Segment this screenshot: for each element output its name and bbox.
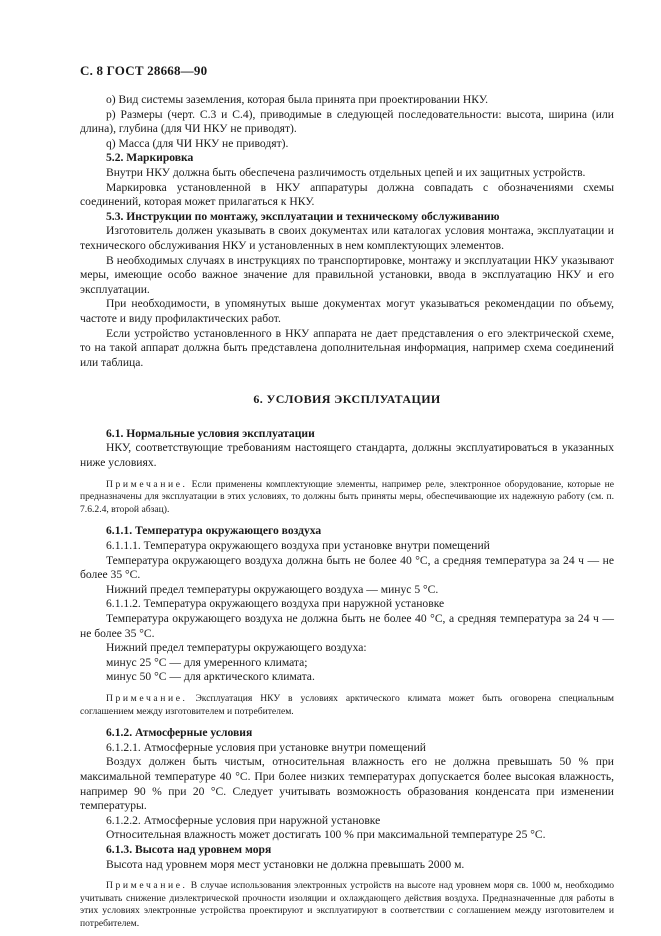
paragraph: Изготовитель должен указывать в своих документах или каталогах условия монтажа, эксплуатации и технического обслуживания НКУ и установленных в нем комплектующих элементов. <box>80 224 614 252</box>
paragraph: Если устройство установленного в НКУ аппарата не дает представления о его электрической схеме, то на такой аппарат должна быть представлена дополнительная информация, например схема соединений или таблица. <box>80 326 614 369</box>
paragraph: 6.1.2.1. Атмосферные условия при установке внутри помещений <box>106 740 426 754</box>
page-header: С. 8 ГОСТ 28668—90 <box>80 63 208 78</box>
item-p: р) Размеры (черт. С.3 и С.4), приводимые в следующей последовательности: высота, ширина (или длина), глубина (для ЧИ НКУ не приводят). <box>80 107 614 136</box>
note <box>80 693 614 718</box>
paragraph: 6.1.1.1. Температура окружающего воздуха при установке внутри помещений <box>106 539 490 553</box>
note-text: Эксплуатация НКУ в условиях арктического климата может быть оговорена специальным соглашением между изготовителем и потребителем. <box>80 692 614 717</box>
paragraph: Нижний предел температуры окружающего воздуха: <box>106 641 367 655</box>
paragraph: Воздух должен быть чистым, относительная влажность его не должна превышать 50 % при максимальной температуре 40 °С. При более низких температурах допускается более высокая влажность, например 90 % при 20 °С. Следует учитывать возможность образования конденсата при изменении температуры. <box>80 755 614 813</box>
paragraph: Маркировка установленной в НКУ аппаратуры должна совпадать с обозначениями схемы соединений, которая может прилагаться к НКУ. <box>80 180 614 209</box>
chapter-title: 6. УСЛОВИЯ ЭКСПЛУАТАЦИИ <box>253 392 441 407</box>
heading-6-1-2: 6.1.2. Атмосферные условия <box>106 726 253 740</box>
paragraph: Нижний предел температуры окружающего воздуха — минус 5 °С. <box>106 582 439 596</box>
note <box>80 880 614 930</box>
heading-5-3: 5.3. Инструкции по монтажу, эксплуатации и техническому обслуживанию <box>106 209 500 223</box>
paragraph: Температура окружающего воздуха не должна быть не более 40 °С, а средняя температура за 24 ч — не более 35 °С. <box>80 612 614 640</box>
paragraph: Относительная влажность может достигать 100 % при максимальной температуре 25 °С. <box>106 828 546 842</box>
note-text: В случае использования электронных устройств на высоте над уровнем моря св. 1000 м, необходимо учитывать снижение диэлектрической прочности изоляции и охлаждающего действия воздуха. Предназначенные для работы в этих условиях электронные устройства проектируют и эксплуатируют в соответствии с соглашением между изготовителем и потребителем. <box>80 880 614 929</box>
page-body <box>80 93 614 930</box>
note-label: Примечание. <box>106 692 188 704</box>
note-text: Если применены комплектующие элементы, например реле, электронное оборудование, которые не предназначены для эксплуатации в этих условиях, то должны быть приняты меры, обеспечивающие их надежную работу (см. п. 7.6.2.4, второй абзац). <box>80 478 614 515</box>
note-label: Примечание. <box>106 478 188 490</box>
list-item: минус 50 °С — для арктического климата. <box>106 670 315 684</box>
paragraph: Внутри НКУ должна быть обеспечена различимость отдельных цепей и их защитных устройств. <box>106 165 586 179</box>
note <box>80 479 614 517</box>
heading-6-1-1: 6.1.1. Температура окружающего воздуха <box>106 524 322 538</box>
heading-6-1: 6.1. Нормальные условия эксплуатации <box>106 426 315 440</box>
heading-6-1-3: 6.1.3. Высота над уровнем моря <box>106 842 272 856</box>
paragraph: Температура окружающего воздуха должна быть не более 40 °С, а средняя температура за 24 ч — не более 35 °С. <box>80 553 614 582</box>
paragraph: В необходимых случаях в инструкциях по транспортировке, монтажу и эксплуатации НКУ указывают меры, имеющие особо важное значение для правильной установки, ввода в эксплуатацию НКУ и его эксплуатации. <box>80 253 614 296</box>
list-item: минус 25 °С — для умеренного климата; <box>106 655 308 669</box>
paragraph: Высота над уровнем моря мест установки не должна превышать 2000 м. <box>106 857 465 871</box>
paragraph: 6.1.1.2. Температура окружающего воздуха при наружной установке <box>106 597 445 611</box>
paragraph: НКУ, соответствующие требованиям настоящего стандарта, должны эксплуатироваться в указанных ниже условиях. <box>80 441 614 470</box>
note-label: Примечание. <box>106 880 188 892</box>
heading-5-2: 5.2. Маркировка <box>106 151 194 165</box>
item-q: q) Масса (для ЧИ НКУ не приводят). <box>106 136 289 150</box>
paragraph: При необходимости, в упомянутых выше документах могут указываться рекомендации по объему, частоте и виду профилактических работ. <box>80 297 614 325</box>
paragraph: 6.1.2.2. Атмосферные условия при наружной установке <box>106 813 381 827</box>
item-o: о) Вид системы заземления, которая была принята при проектировании НКУ. <box>106 93 488 106</box>
